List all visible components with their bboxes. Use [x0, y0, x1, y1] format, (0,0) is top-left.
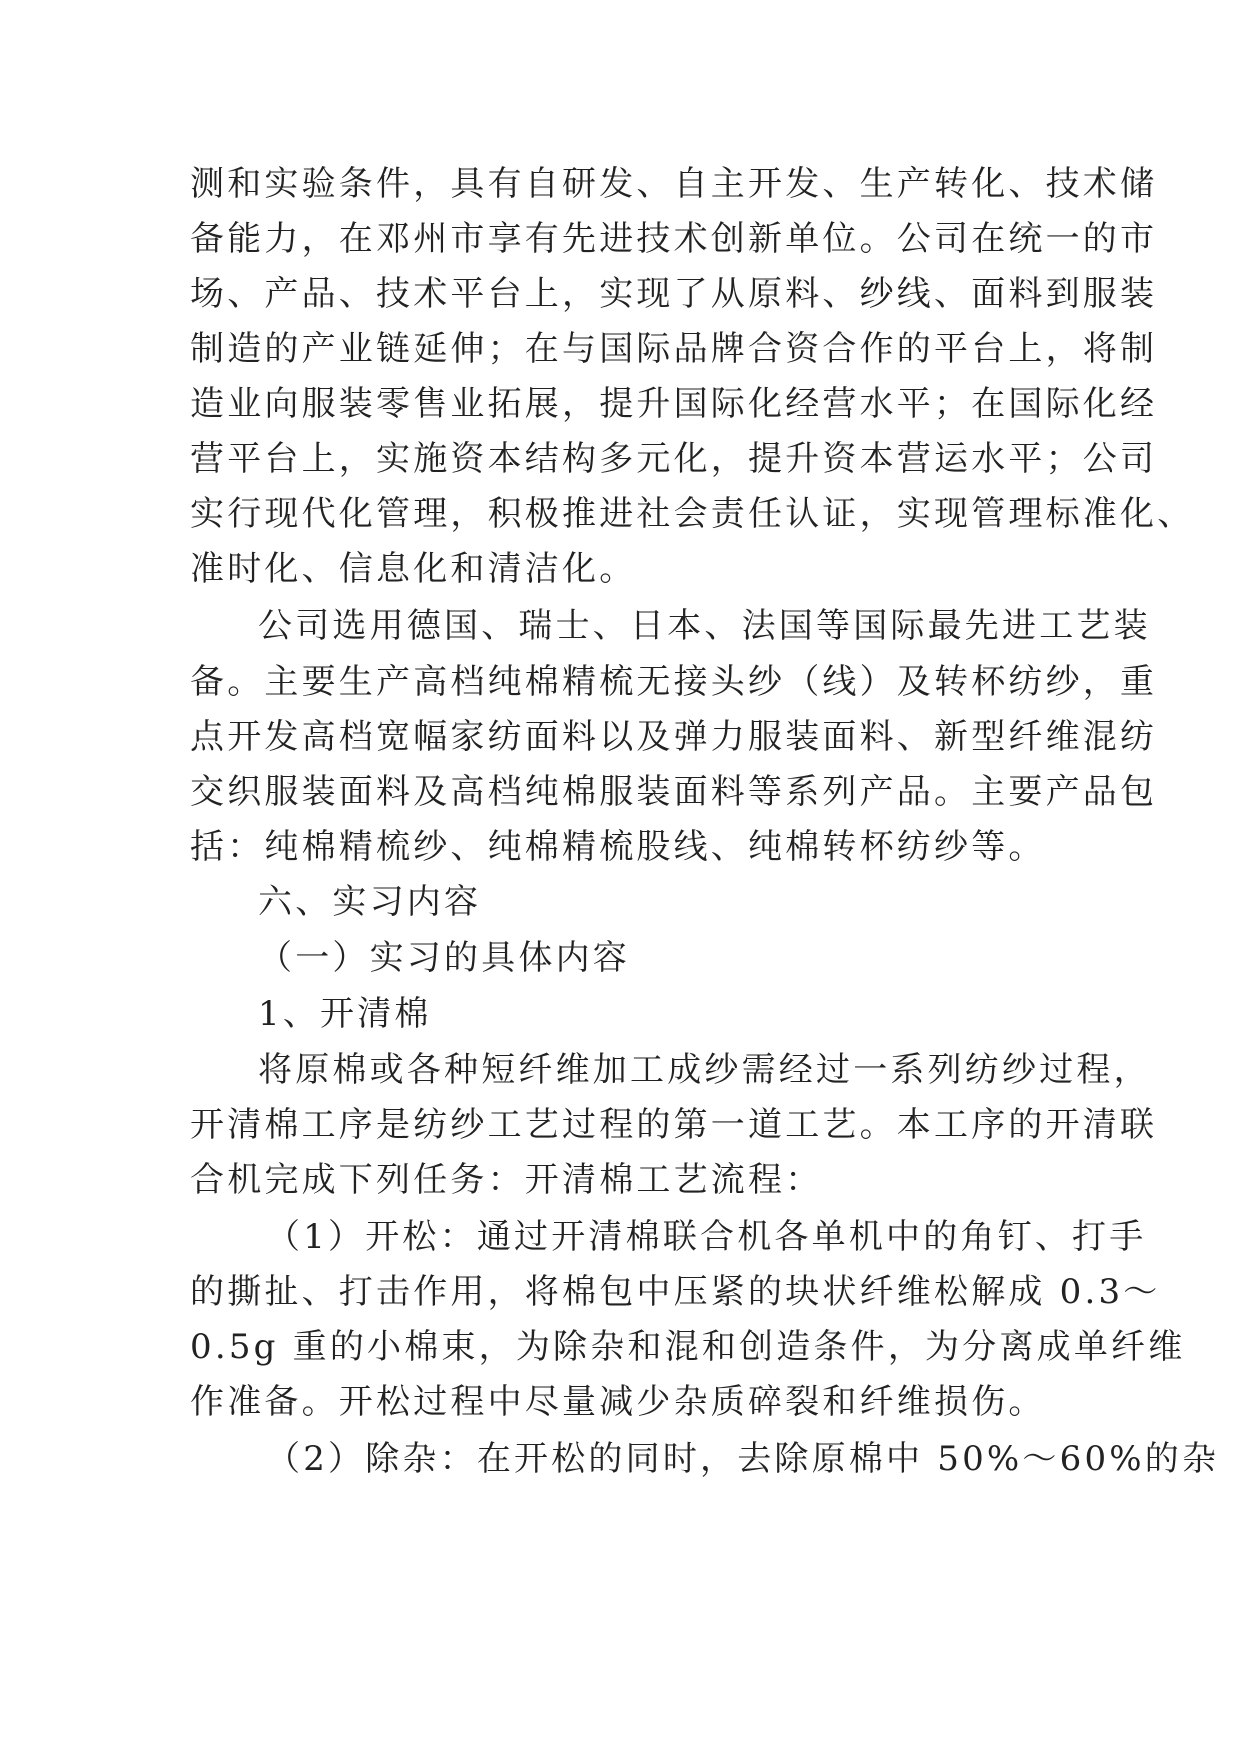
- text-line: 测和实验条件，具有自研发、自主开发、生产转化、技术储: [190, 164, 1158, 204]
- text-line: 的撕扯、打击作用，将棉包中压紧的块状纤维松解成 0.3～: [190, 1272, 1161, 1312]
- text-line: 场、产品、技术平台上，实现了从原料、纱线、面料到服装: [190, 274, 1158, 314]
- text-line: 合机完成下列任务：开清棉工艺流程：: [190, 1160, 823, 1200]
- text-line: 营平台上，实施资本结构多元化，提升资本营运水平；公司: [190, 439, 1158, 479]
- text-line: （1）开松：通过开清棉联合机各单机中的角钉、打手: [266, 1217, 1147, 1257]
- item-heading: 1、开清棉: [258, 994, 432, 1034]
- text-line: 括：纯棉精梳纱、纯棉精梳股线、纯棉转杯纺纱等。: [190, 827, 1046, 867]
- text-line: 0.5g 重的小棉束，为除杂和混和创造条件，为分离成单纤维: [190, 1327, 1186, 1367]
- text-line: 交织服装面料及高档纯棉服装面料等系列产品。主要产品包: [190, 772, 1158, 812]
- text-line: （2）除杂：在开松的同时，去除原棉中 50%～60%的杂: [266, 1439, 1220, 1479]
- text-line: 点开发高档宽幅家纺面料以及弹力服装面料、新型纤维混纺: [190, 717, 1158, 757]
- text-line: 公司选用德国、瑞士、日本、法国等国际最先进工艺装: [258, 606, 1151, 646]
- text-line: 实行现代化管理，积极推进社会责任认证，实现管理标准化、: [190, 494, 1195, 534]
- text-line: 作准备。开松过程中尽量减少杂质碎裂和纤维损伤。: [190, 1382, 1046, 1422]
- text-line: 制造的产业链延伸；在与国际品牌合资合作的平台上，将制: [190, 329, 1158, 369]
- text-line: 将原棉或各种短纤维加工成纱需经过一系列纺纱过程，: [258, 1050, 1151, 1090]
- text-line: 造业向服装零售业拓展，提升国际化经营水平；在国际化经: [190, 384, 1158, 424]
- section-heading: 六、实习内容: [258, 882, 482, 922]
- text-line: 备。主要生产高档纯棉精梳无接头纱（线）及转杯纺纱，重: [190, 662, 1158, 702]
- subsection-heading: （一）实习的具体内容: [258, 938, 630, 978]
- text-line: 备能力，在邓州市享有先进技术创新单位。公司在统一的市: [190, 219, 1158, 259]
- text-line: 准时化、信息化和清洁化。: [190, 549, 637, 589]
- text-line: 开清棉工序是纺纱工艺过程的第一道工艺。本工序的开清联: [190, 1105, 1158, 1145]
